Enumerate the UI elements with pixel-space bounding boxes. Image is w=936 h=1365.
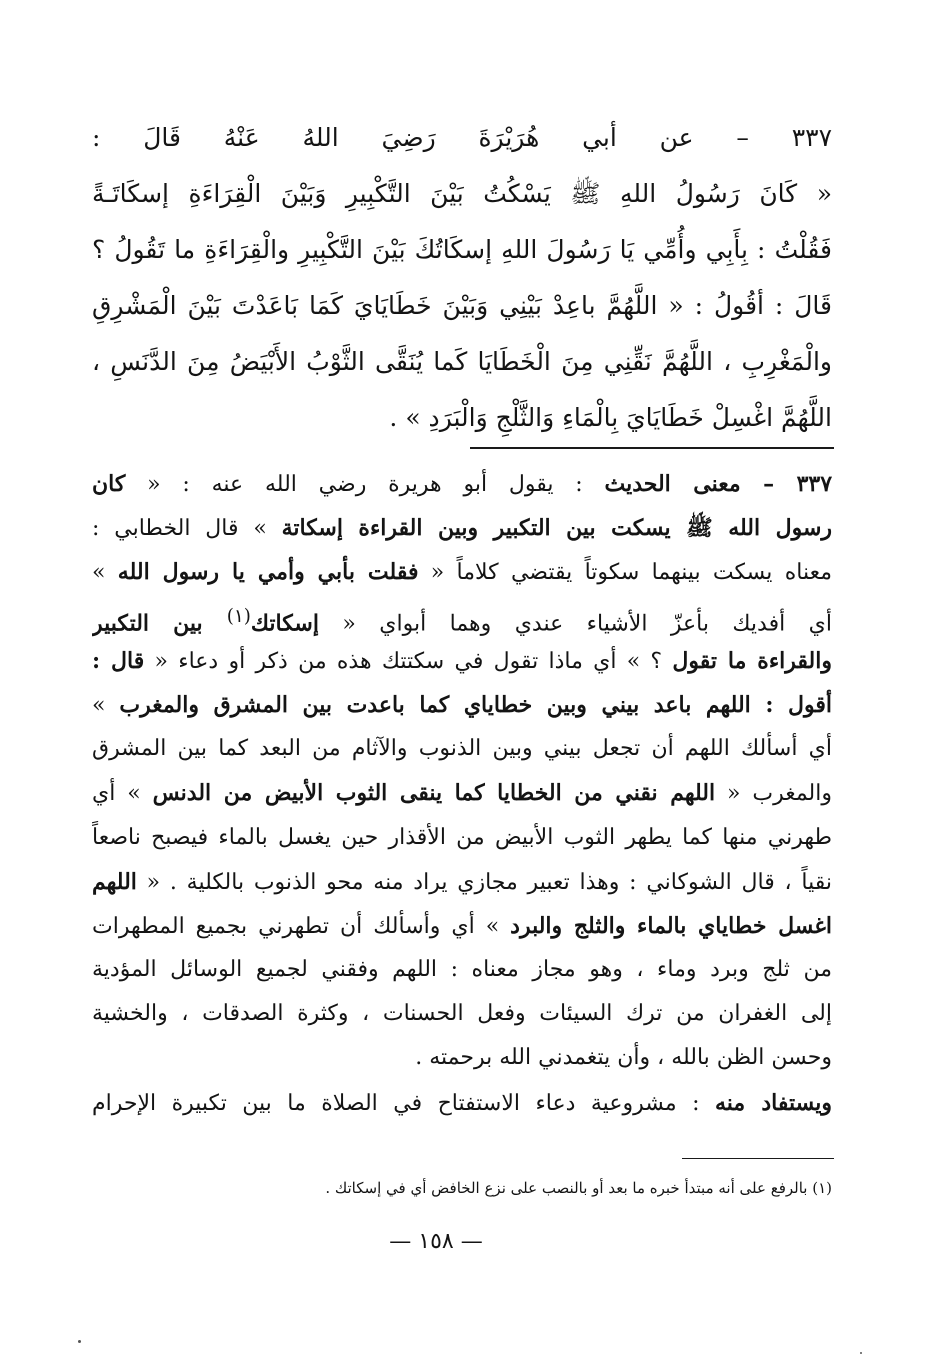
scan-speck (860, 1352, 862, 1354)
footnote-rule (682, 1158, 834, 1159)
hadith-line: والْمَغْرِبِ ، اللَّهُمَّ نَقِّنِي مِنَ الْخَطَايَا كَما يُنَقَّى الثَّوْبُ الأَبْيَضُ مِنَ الدَّنَسِ ، (92, 347, 832, 376)
commentary-line (92, 683, 832, 727)
section-divider (470, 447, 834, 449)
commentary-line (92, 771, 832, 815)
quoted-hadith-text: رسول الله ﷺ يسكت بين التكبير وبين القراءة إسكاتة (281, 515, 832, 542)
commentary-line (92, 948, 832, 992)
commentary-text-run: وحسن الظن بالله ، وأن يتغمدني الله برحمته . (415, 1045, 832, 1071)
commentary-text-run: أي أسألك اللهم أن تجعل بيني وبين الذنوب والآثام من البعد كما بين المشرق (92, 736, 832, 762)
quoted-hadith-text: فقلت بأبي وأمي يا رسول الله (117, 559, 419, 586)
footnote: (١) بالرفع على أنه مبتدأ خبره ما بعد أو بالنصب على نزع الخافض أي في إسكاتك . (325, 1179, 832, 1197)
quoted-hadith-text: كان (92, 471, 126, 497)
quoted-hadith-text: أقول : اللهم باعد بيني وبين خطاياي كما باعدت بين المشرق والمغرب (119, 691, 832, 718)
commentary-text-run: من ثلج وبرد وماء ، وهو مجاز معناه : اللهم وفقني لجميع الوسائل المؤدية (92, 957, 832, 983)
commentary-text-run: » أي وأسألك أن تطهرني بجميع المطهرات (92, 913, 511, 939)
commentary-text-run: إلى الغفران من ترك السيئات وفعل الحسنات ، وكثرة الصدقات ، والخشية (92, 1001, 832, 1027)
hadith-line: اللَّهُمَّ اغْسِلْ خَطَايَايَ بِالْمَاءِ وَالثَّلْجِ وَالْبَرَدِ » . (389, 403, 832, 432)
commentary-text-run: » أي (92, 781, 153, 807)
quoted-hadith-text: اللهم نقني من الخطايا كما ينقى الثوب الأبيض من الدنس (152, 780, 716, 807)
page-number: — ١٥٨ — (389, 1229, 483, 1254)
commentary-line (92, 727, 832, 771)
commentary-text-run: أي أفديك بأعزّ الأشياء عندي وهما أبواي « (318, 610, 832, 636)
quoted-hadith-text: اغسل خطاياي بالماء والثلج والبرد (510, 912, 832, 939)
commentary-text-run: نقياً ، قال الشوكاني : وهذا تعبير مجازي يراد منه محو الذنوب بالكلية . « (136, 869, 832, 895)
hadith-line: « كَانَ رَسُولُ اللهِ ﷺ يَسْكُتُ بَيْنَ التَّكْبِيرِ وَبَيْنَ الْقِرَاءَةِ إسكَاتَـةً (92, 179, 832, 208)
hadith-line: فَقُلْتُ : بِأَبِي وأُمِّي يَا رَسُولَ اللهِ إسكَاتُكَ بَيْنَ التَّكْبِيرِ والْقِرَاءَةِ ما تَقُولُ ؟ (92, 235, 832, 264)
quoted-hadith-text: قال : (92, 647, 145, 674)
hadith-line: ٣٣٧ – عن أبي هُرَيْرَةَ رَضِيَ اللهُ عَنْهُ قَالَ : (92, 123, 832, 152)
commentary-text-run: معناه يسكت بينهما سكوتاً يقتضي كلاماً « (418, 560, 832, 586)
hadith-text (92, 110, 832, 446)
quoted-hadith-text: إسكاتك (250, 609, 319, 636)
commentary-line (92, 816, 832, 860)
commentary-text-run: » (92, 560, 118, 586)
commentary-text-run: طهرني منها كما يطهر الثوب الأبيض من الأقذار حين يغسل بالماء فيصبح ناصعاً (92, 824, 832, 850)
quoted-hadith-text: والقراءة ما تقول (672, 647, 832, 674)
commentary-line (92, 860, 832, 904)
commentary-line (92, 462, 832, 506)
commentary-line (92, 506, 832, 550)
commentary-line (92, 639, 832, 683)
commentary-text-run: والمغرب « (715, 781, 832, 807)
commentary-line (92, 550, 832, 594)
hadith-heading: ٣٣٧ – معنى الحديث (604, 471, 832, 497)
commentary-text-run: » قال الخطابي : (92, 516, 282, 542)
quoted-hadith-text: بين التكبير (92, 609, 227, 636)
footnote-marker: (١) (226, 605, 251, 627)
commentary-line (92, 595, 832, 639)
commentary-text-run: ؟ » أي ماذا تقول في سكتتك هذه من ذكر أو دعاء « (144, 648, 673, 674)
hadith-line: قَالَ : أقُولُ : « اللَّهُمَّ باعِدْ بَيْنِي وَبَيْنَ خَطَايَايَ كَمَا بَاعَدْتَ بَيْنَ الْمَشْرِقِ (92, 291, 832, 320)
commentary-line (92, 1081, 832, 1125)
quoted-hadith-text: اللهم (92, 868, 137, 895)
commentary-text-run: : يقول أبو هريرة رضي الله عنه : « (125, 472, 605, 497)
scan-speck (78, 1340, 81, 1343)
commentary-text (92, 462, 832, 1125)
commentary-line (92, 904, 832, 948)
section-label: ويستفاد منه (714, 1089, 832, 1116)
commentary-text-run: » (92, 692, 120, 718)
commentary-text-run: : مشروعية دعاء الاستفتاح في الصلاة ما بين تكبيرة الإحرام (92, 1090, 715, 1116)
commentary-line (92, 1036, 832, 1080)
commentary-line (92, 992, 832, 1036)
